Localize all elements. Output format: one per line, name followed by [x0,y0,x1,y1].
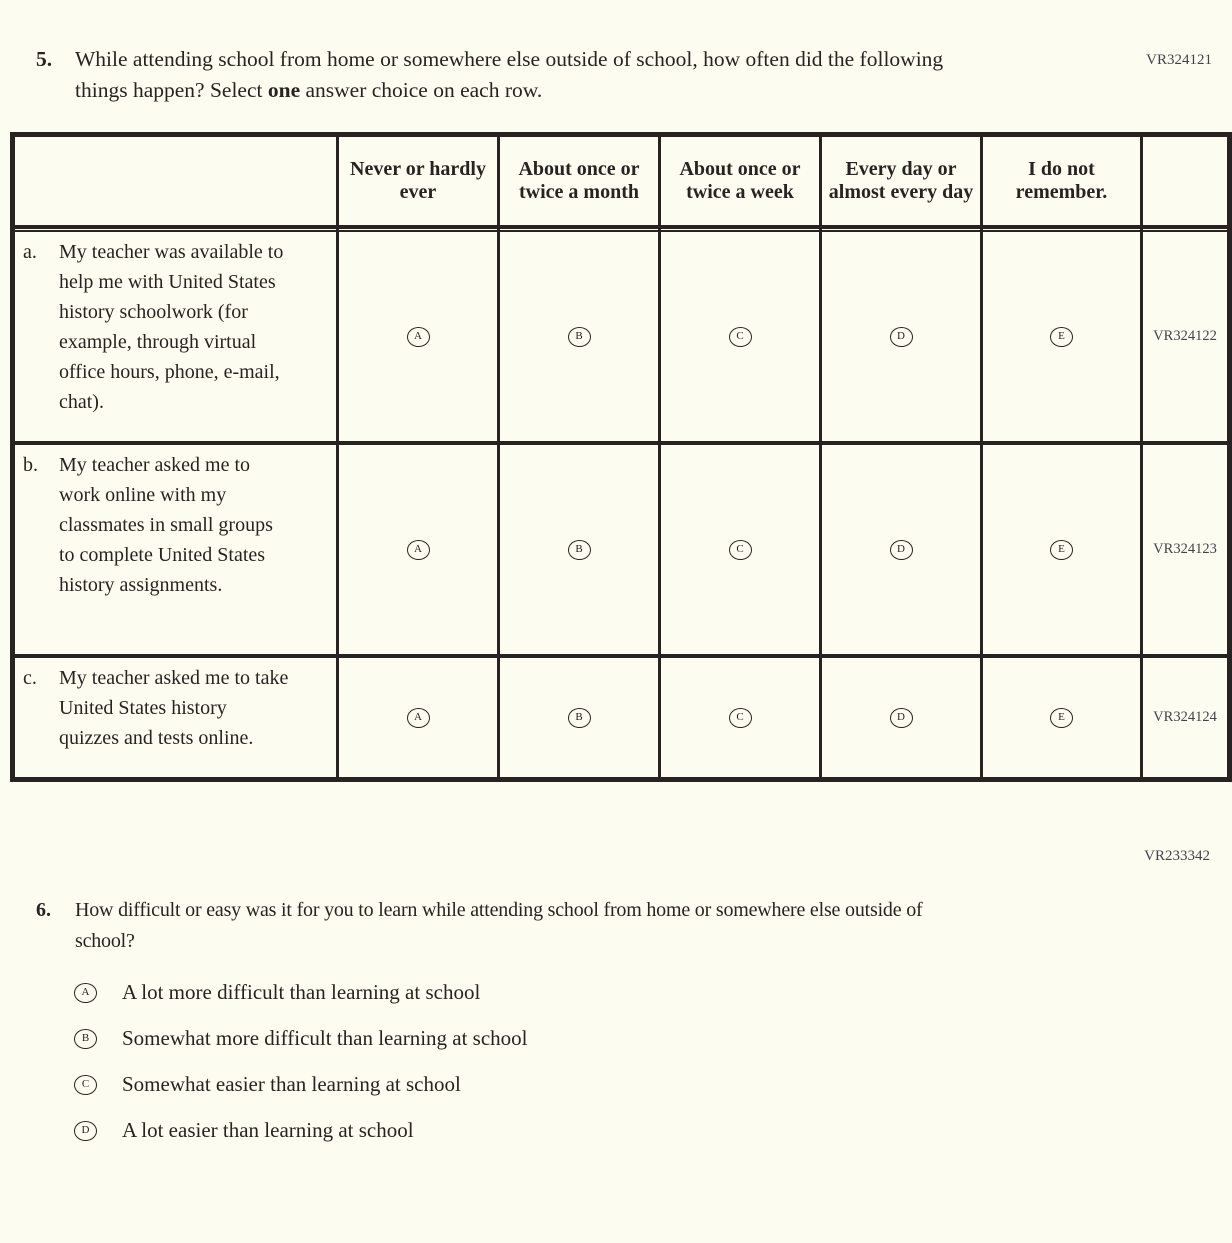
table-corner-cell [15,137,339,229]
answer-bubble-a[interactable]: A [407,708,430,728]
question-6 [36,895,1232,957]
answer-bubble-d[interactable]: D [890,540,913,560]
answer-cell [983,658,1143,777]
answer-cell [339,232,500,445]
question-5-text-bold: one [267,78,301,102]
answer-bubble-c[interactable]: C [729,327,752,347]
row-statement [15,232,339,445]
answer-matrix-table [10,132,1232,782]
answer-option-b [74,1023,1232,1054]
answer-bubble-e[interactable]: E [1050,708,1073,728]
question-5-text-before: While attending school from home or somewhere else outside of school, how often did the following things happen? Select [75,47,944,102]
row-letter: b. [23,454,38,476]
answer-cell [983,445,1143,658]
row-statement-text: My teacher asked me to take United States history quizzes and tests online. [59,667,289,749]
answer-bubble-d[interactable]: D [890,708,913,728]
code-column-header [1143,137,1227,229]
row-statement [15,445,339,658]
column-header: About once or twice a month [500,137,661,229]
question-6-options [74,977,1232,1146]
answer-bubble-c[interactable]: C [729,708,752,728]
answer-bubble-d[interactable]: D [890,327,913,347]
answer-option-text: Somewhat easier than learning at school [122,1072,461,1096]
question-5-answer-grid [10,132,1232,782]
answer-cell [339,658,500,777]
answer-cell [822,658,983,777]
answer-bubble-e[interactable]: E [1050,327,1073,347]
answer-bubble-b[interactable]: B [74,1029,97,1049]
row-code: VR324122 [1143,232,1227,445]
answer-cell [661,232,822,445]
answer-bubble-a[interactable]: A [74,983,97,1003]
answer-cell [500,232,661,445]
row-letter: c. [23,667,37,689]
answer-bubble-e[interactable]: E [1050,540,1073,560]
question-6-number: 6. [36,899,51,921]
answer-option-text: A lot easier than learning at school [122,1118,414,1142]
column-header: Never or hardly ever [339,137,500,229]
answer-bubble-b[interactable]: B [568,540,591,560]
row-statement-text: My teacher asked me to work online with my classmates in small groups to complete United States history assignments. [59,454,273,596]
answer-cell [983,232,1143,445]
answer-option-text: A lot more difficult than learning at school [122,980,481,1004]
table-row [15,445,1227,658]
column-header: About once or twice a week [661,137,822,229]
answer-cell [500,445,661,658]
question-5 [36,44,1232,106]
answer-option-c [74,1069,1232,1100]
answer-cell [500,658,661,777]
answer-cell [661,658,822,777]
answer-option-text: Somewhat more difficult than learning at school [122,1026,528,1050]
table-header-row [15,137,1227,229]
answer-cell [339,445,500,658]
answer-bubble-b[interactable]: B [568,708,591,728]
question-6-text: How difficult or easy was it for you to learn while attending school from home or somewhere else outside of school? [75,899,923,952]
question-5-number: 5. [36,47,53,71]
answer-cell [822,445,983,658]
answer-bubble-c[interactable]: C [729,540,752,560]
answer-bubble-d[interactable]: D [74,1121,97,1141]
answer-bubble-a[interactable]: A [407,540,430,560]
answer-bubble-c[interactable]: C [74,1075,97,1095]
answer-option-d [74,1115,1232,1146]
row-statement-text: My teacher was available to help me with United States history schoolwork (for example, through virtual office hours, phone, e-mail, chat). [59,241,284,413]
row-letter: a. [23,241,37,263]
form-code-mid: VR233342 [1144,848,1210,864]
answer-bubble-a[interactable]: A [407,327,430,347]
answer-bubble-b[interactable]: B [568,327,591,347]
column-header: I do not remember. [983,137,1143,229]
table-row [15,232,1227,445]
answer-option-a [74,977,1232,1008]
answer-cell [661,445,822,658]
row-code: VR324124 [1153,709,1217,725]
table-row [15,658,1227,777]
question-5-text-after: answer choice on each row. [300,78,543,102]
row-statement [15,658,339,777]
column-header: Every day or almost every day [822,137,983,229]
row-code: VR324123 [1143,445,1227,658]
question-5-text [75,44,975,106]
answer-cell [822,232,983,445]
form-code-top: VR324121 [1146,52,1212,68]
